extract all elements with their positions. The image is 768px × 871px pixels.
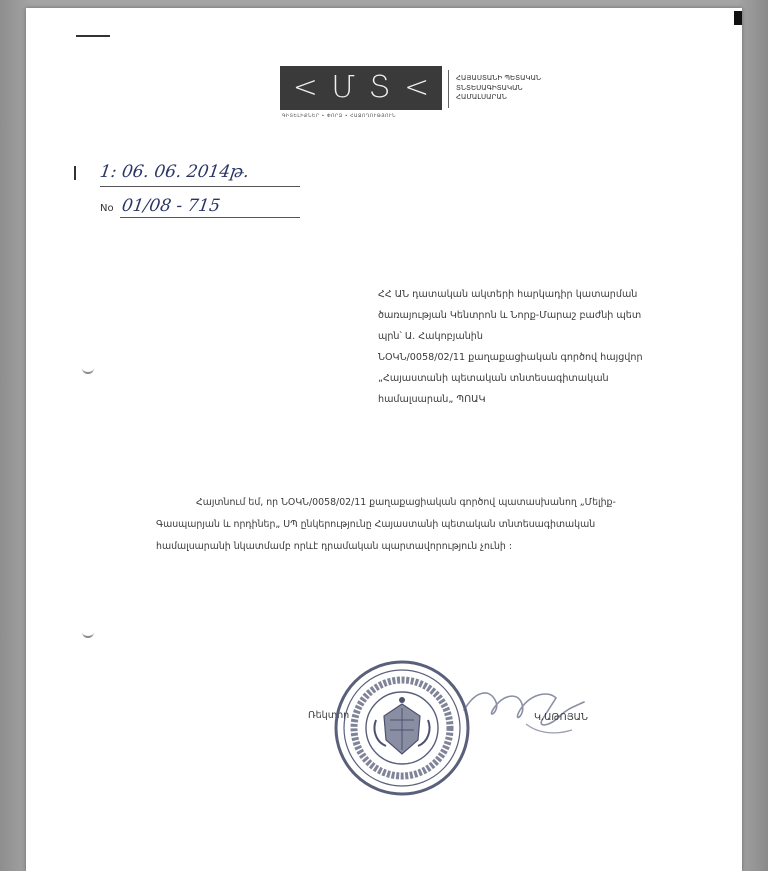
organization-name-line: ՀԱՅԱՍՏԱՆԻ ՊԵՏԱԿԱՆ: [456, 74, 542, 82]
recipient-line: պրն՝ Ա. Հակոբյանին: [378, 331, 483, 342]
outgoing-date: [98, 160, 298, 186]
logo-tagline: ԳԻՏԵԼԻՔՆԵՐ • ՓՈՐՁ • ՀԱՋՈՂՈՒԹՅՈՒՆ: [282, 114, 396, 119]
signatory-name: Կ.ԱԹՈՅԱՆ: [534, 712, 589, 723]
letter-body: [156, 492, 716, 558]
body-line: Հայտնում եմ, որ ՆՕԿՆ/0058/02/11 քաղաքացիական գործով պատասխանող „Մելիք-: [196, 497, 616, 508]
outgoing-date-value: 1: 06. 06. 2014թ.: [98, 162, 251, 182]
organization-name-line: ՏՆՏԵՍԱԳԻՏԱԿԱՆ: [456, 83, 523, 92]
organization-name: [456, 74, 541, 103]
outgoing-number-label: No: [100, 203, 114, 214]
recipient-line: „Հայաստանի պետական տնտեսագիտական: [378, 373, 609, 384]
date-underline: [100, 186, 300, 187]
corner-mark: [734, 11, 742, 25]
signatory-title: Ռեկտոր: [308, 710, 350, 721]
logo-letter: <: [404, 70, 430, 105]
organization-name-line: ՀԱՄԱԼՍԱՐԱՆ: [456, 93, 507, 101]
outgoing-number-value: 01/08 - 715: [120, 196, 222, 216]
margin-mark: [82, 368, 94, 374]
recipient-line: ՆՕԿՆ/0058/02/11 քաղաքացիական գործով հայցվոր: [378, 352, 643, 363]
university-logo: [280, 66, 442, 110]
number-underline: [120, 217, 300, 218]
logo-letter: Տ: [368, 70, 391, 105]
recipient-line: համալսարան„ ՊՈԱԿ: [378, 394, 486, 405]
body-line: Գասպարյան և որդիներ„ ՍՊ ընկերությունը Հայաստանի պետական տնտեսագիտական: [156, 519, 596, 530]
handwritten-tick: [74, 166, 76, 180]
logo-divider: [448, 70, 449, 108]
official-seal: [332, 658, 472, 798]
recipient-line: ՀՀ ԱՆ դատական ակտերի հարկադիր կատարման: [378, 289, 638, 300]
body-line: համալսարանի նկատմամբ որևէ դրամական պարտավորություն չունի :: [156, 541, 512, 552]
recipient-block: [378, 284, 708, 410]
margin-dash: [76, 35, 110, 37]
recipient-line: ծառայության Կենտրոն և Նորք-Մարաշ բաժնի պետ: [378, 310, 642, 321]
document-page: [26, 8, 742, 871]
logo-letter: Մ: [331, 70, 356, 105]
logo-letter: <: [292, 70, 318, 105]
margin-mark: [82, 632, 94, 638]
